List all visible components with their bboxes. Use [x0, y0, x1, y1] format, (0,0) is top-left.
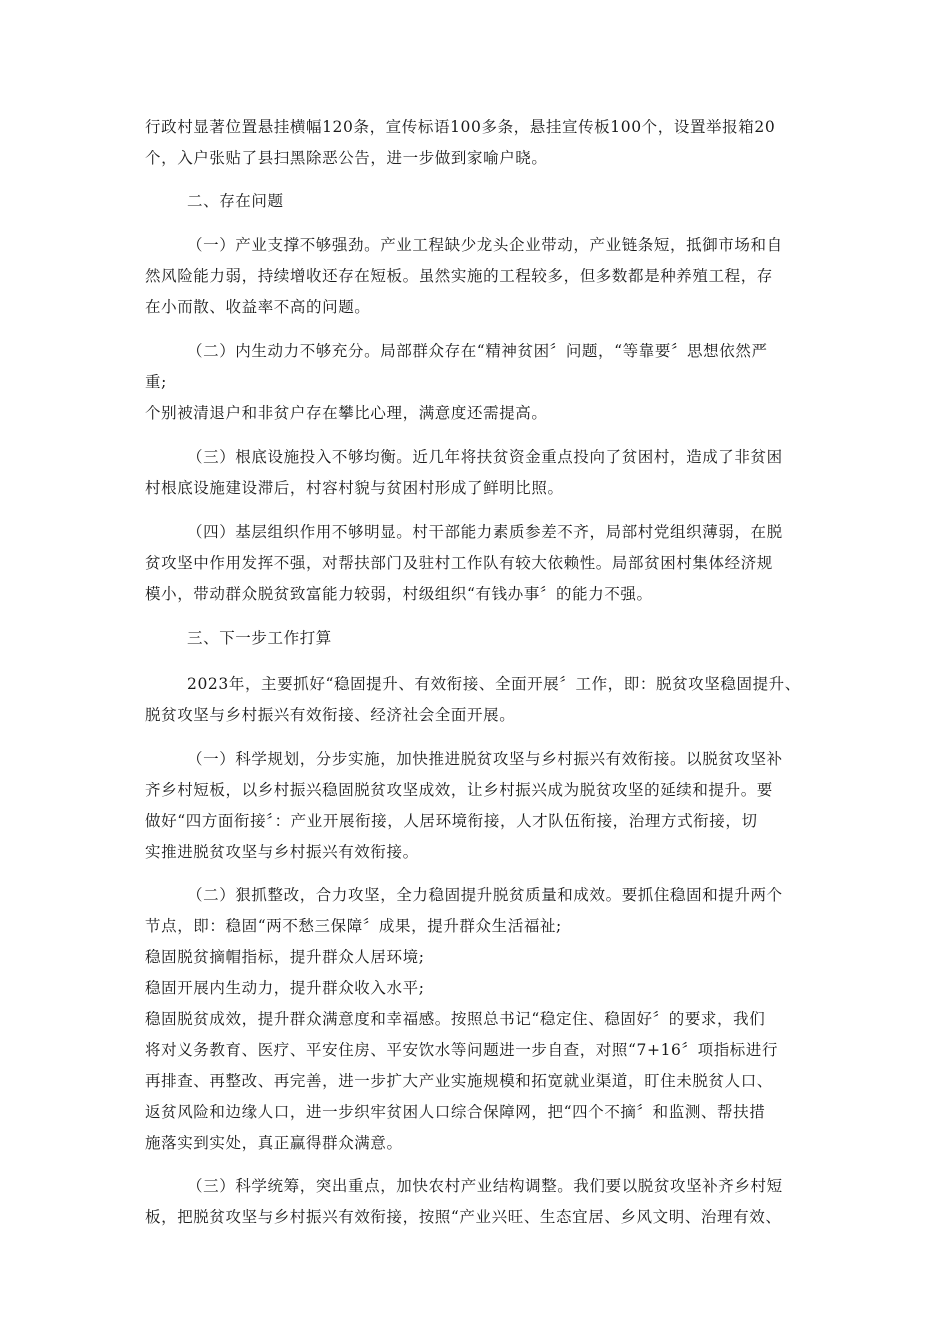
text-line: 施落实到实处，真正赢得群众满意。 — [145, 1134, 403, 1152]
text-line: 在小而散、收益率不高的问题。 — [145, 298, 371, 316]
paragraph-plan-1 — [145, 744, 835, 868]
paragraph-problem-2 — [145, 336, 835, 429]
text-line: （四）基层组织作用不够明显。村干部能力素质参差不齐，局部村党组织薄弱，在脱 — [187, 523, 783, 541]
paragraph-problem-4 — [145, 517, 835, 610]
text-line: 然风险能力弱，持续增收还存在短板。虽然实施的工程较多，但多数都是种养殖工程，存 — [145, 267, 773, 285]
section-heading: 三、下一步工作打算 — [187, 629, 332, 647]
text-line: 行政村显著位置悬挂横幅120条，宣传标语100多条，悬挂宣传板100个，设置举报箱20 — [145, 118, 776, 136]
text-line: 再排查、再整改、再完善，进一步扩大产业实施规模和拓宽就业渠道，盯住未脱贫人口、 — [145, 1072, 773, 1090]
text-line: （一）产业支撑不够强劲。产业工程缺少龙头企业带动，产业链条短，抵御市场和自 — [187, 236, 783, 254]
paragraph-plan-3 — [145, 1171, 835, 1233]
text-line: 齐乡村短板，以乡村振兴稳固脱贫攻坚成效，让乡村振兴成为脱贫攻坚的延续和提升。要 — [145, 781, 773, 799]
text-line: 个，入户张贴了县扫黑除恶公告，进一步做到家喻户晓。 — [145, 149, 548, 167]
text-line: 将对义务教育、医疗、平安住房、平安饮水等问题进一步自查，对照“7+16〞项指标进行 — [145, 1041, 779, 1059]
text-line: 村根底设施建设滞后，村容村貌与贫困村形成了鲜明比照。 — [145, 479, 564, 497]
text-line: （一）科学规划，分步实施，加快推进脱贫攻坚与乡村振兴有效衔接。以脱贫攻坚补 — [187, 750, 783, 768]
text-line: 2023年，主要抓好“稳固提升、有效衔接、全面开展〞工作，即：脱贫攻坚稳固提升、 — [187, 675, 801, 693]
paragraph-plan-2 — [145, 880, 835, 1159]
text-line: 重; — [145, 373, 167, 391]
heading-plan — [145, 623, 835, 654]
section-heading: 二、存在问题 — [187, 192, 284, 210]
text-line: 个别被清退户和非贫户存在攀比心理，满意度还需提高。 — [145, 404, 548, 422]
heading-problems — [145, 186, 835, 217]
text-line: 模小，带动群众脱贫致富能力较弱，村级组织“有钱办事〞的能力不强。 — [145, 585, 653, 603]
text-line: 稳固开展内生动力，提升群众收入水平; — [145, 979, 425, 997]
text-line: （二）内生动力不够充分。局部群众存在“精神贫困〞问题，“等靠要〞思想依然严 — [187, 342, 768, 360]
text-line: 稳固脱贫摘帽指标，提升群众人居环境; — [145, 948, 425, 966]
text-line: 稳固脱贫成效，提升群众满意度和幸福感。按照总书记“稳定住、稳固好〞的要求，我们 — [145, 1010, 766, 1028]
text-line: 实推进脱贫攻坚与乡村振兴有效衔接。 — [145, 843, 419, 861]
text-line: （二）狠抓整改，合力攻坚，全力稳固提升脱贫质量和成效。要抓住稳固和提升两个 — [187, 886, 783, 904]
paragraph-problem-1 — [145, 230, 835, 323]
text-line: （三）科学统筹，突出重点，加快农村产业结构调整。我们要以脱贫攻坚补齐乡村短 — [187, 1177, 783, 1195]
text-line: （三）根底设施投入不够均衡。近几年将扶贫资金重点投向了贫困村，造成了非贫困 — [187, 448, 783, 466]
text-line: 脱贫攻坚与乡村振兴有效衔接、经济社会全面开展。 — [145, 706, 516, 724]
text-line: 做好“四方面衔接〞：产业开展衔接，人居环境衔接，人才队伍衔接，治理方式衔接，切 — [145, 812, 758, 830]
paragraph-intro — [145, 112, 835, 174]
text-line: 返贫风险和边缘人口，进一步织牢贫困人口综合保障网，把“四个不摘〞和监测、帮扶措 — [145, 1103, 766, 1121]
text-line: 贫攻坚中作用发挥不强，对帮扶部门及驻村工作队有较大依赖性。局部贫困村集体经济规 — [145, 554, 773, 572]
text-line: 节点，即：稳固“两不愁三保障〞成果，提升群众生活福祉; — [145, 917, 562, 935]
paragraph-problem-3 — [145, 442, 835, 504]
paragraph-plan-intro — [145, 669, 835, 731]
text-line: 板，把脱贫攻坚与乡村振兴有效衔接，按照“产业兴旺、生态宜居、乡风文明、治理有效、 — [145, 1208, 782, 1226]
